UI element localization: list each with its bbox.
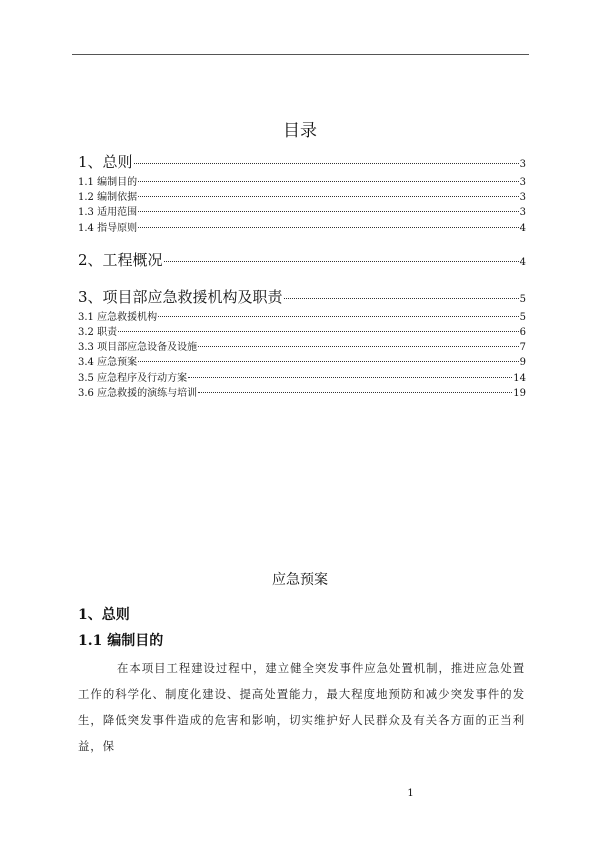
toc-title: 目录	[283, 121, 317, 141]
toc-entry-page: 9	[519, 357, 526, 369]
toc-leader-dots	[188, 377, 512, 378]
toc-leader-dots	[284, 298, 519, 299]
toc-leader-dots	[138, 211, 519, 212]
document-title: 应急预案	[272, 572, 328, 588]
toc-entry-label: 3.2 职责	[78, 326, 118, 338]
toc-entry-2[interactable]	[78, 248, 526, 273]
toc-entry-label: 3.5 应急程序及行动方案	[78, 372, 188, 384]
toc-entry-1-4[interactable]	[78, 221, 526, 236]
toc-leader-dots	[198, 392, 512, 393]
toc-entry-3-5[interactable]	[78, 371, 526, 386]
toc-entry-label: 1.1 编制目的	[78, 177, 138, 188]
toc-entry-label: 1、总则	[78, 153, 133, 171]
page-number: 1	[407, 788, 414, 799]
section-heading: 1、总则	[78, 607, 130, 623]
toc-entry-1-1[interactable]	[78, 175, 526, 190]
toc-entry-label: 3.4 应急预案	[78, 357, 138, 369]
toc-entry-label: 3、项目部应急救援机构及职责	[78, 287, 283, 306]
toc-entry-3-2[interactable]	[78, 325, 526, 340]
toc-leader-dots	[198, 346, 519, 347]
toc-entry-3-6[interactable]	[78, 386, 526, 401]
toc-entry-label: 1.2 编制依据	[78, 192, 138, 204]
toc-leader-dots	[118, 331, 519, 332]
toc-leader-dots	[138, 227, 519, 228]
table-of-contents	[78, 148, 526, 401]
body-paragraph: 在本项目工程建设过程中，建立健全突发事件应急处置机制，推进应急处置工作的科学化、制度化建设、提高处置能力，最大程度地预防和减少突发事件的发生，降低突发事件造成的危害和影响，切实维护好人民群众及有关各方面的正当利益，保	[78, 661, 525, 753]
toc-leader-dots	[134, 163, 519, 164]
toc-entry-page: 6	[519, 326, 526, 338]
toc-entry-label: 3.1 应急救援机构	[78, 311, 158, 323]
toc-entry-3[interactable]	[78, 285, 526, 310]
toc-entry-1-3[interactable]	[78, 205, 526, 220]
toc-entry-page: 19	[513, 387, 526, 399]
toc-entry-page: 4	[519, 256, 526, 268]
toc-entry-page: 5	[519, 311, 526, 323]
toc-entry-page: 5	[519, 293, 526, 305]
toc-leader-dots	[138, 361, 519, 362]
toc-entry-page: 14	[513, 372, 526, 384]
toc-entry-page: 3	[519, 207, 526, 219]
toc-entry-page: 3	[519, 192, 526, 204]
toc-entry-label: 3.3 项目部应急设备及设施	[78, 342, 198, 354]
toc-entry-page: 3	[519, 177, 526, 188]
subsection-heading: 1.1 编制目的	[78, 633, 164, 649]
toc-entry-3-1[interactable]	[78, 310, 526, 325]
header-rule	[72, 54, 529, 55]
toc-entry-3-3[interactable]	[78, 340, 526, 355]
toc-entry-page: 4	[519, 222, 526, 234]
toc-leader-dots	[158, 316, 519, 317]
toc-leader-dots	[138, 196, 519, 197]
toc-entry-label: 1.4 指导原则	[78, 222, 138, 234]
toc-entry-label: 3.6 应急救援的演练与培训	[78, 387, 198, 399]
toc-entry-label: 2、工程概况	[78, 250, 163, 269]
toc-entry-1[interactable]	[78, 150, 526, 175]
toc-entry-page: 3	[519, 159, 526, 170]
toc-leader-dots	[138, 181, 519, 182]
toc-entry-page: 7	[519, 342, 526, 354]
toc-entry-1-2[interactable]	[78, 190, 526, 205]
toc-entry-label: 1.3 适用范围	[78, 207, 138, 219]
toc-leader-dots	[164, 261, 519, 262]
toc-entry-3-4[interactable]	[78, 355, 526, 370]
